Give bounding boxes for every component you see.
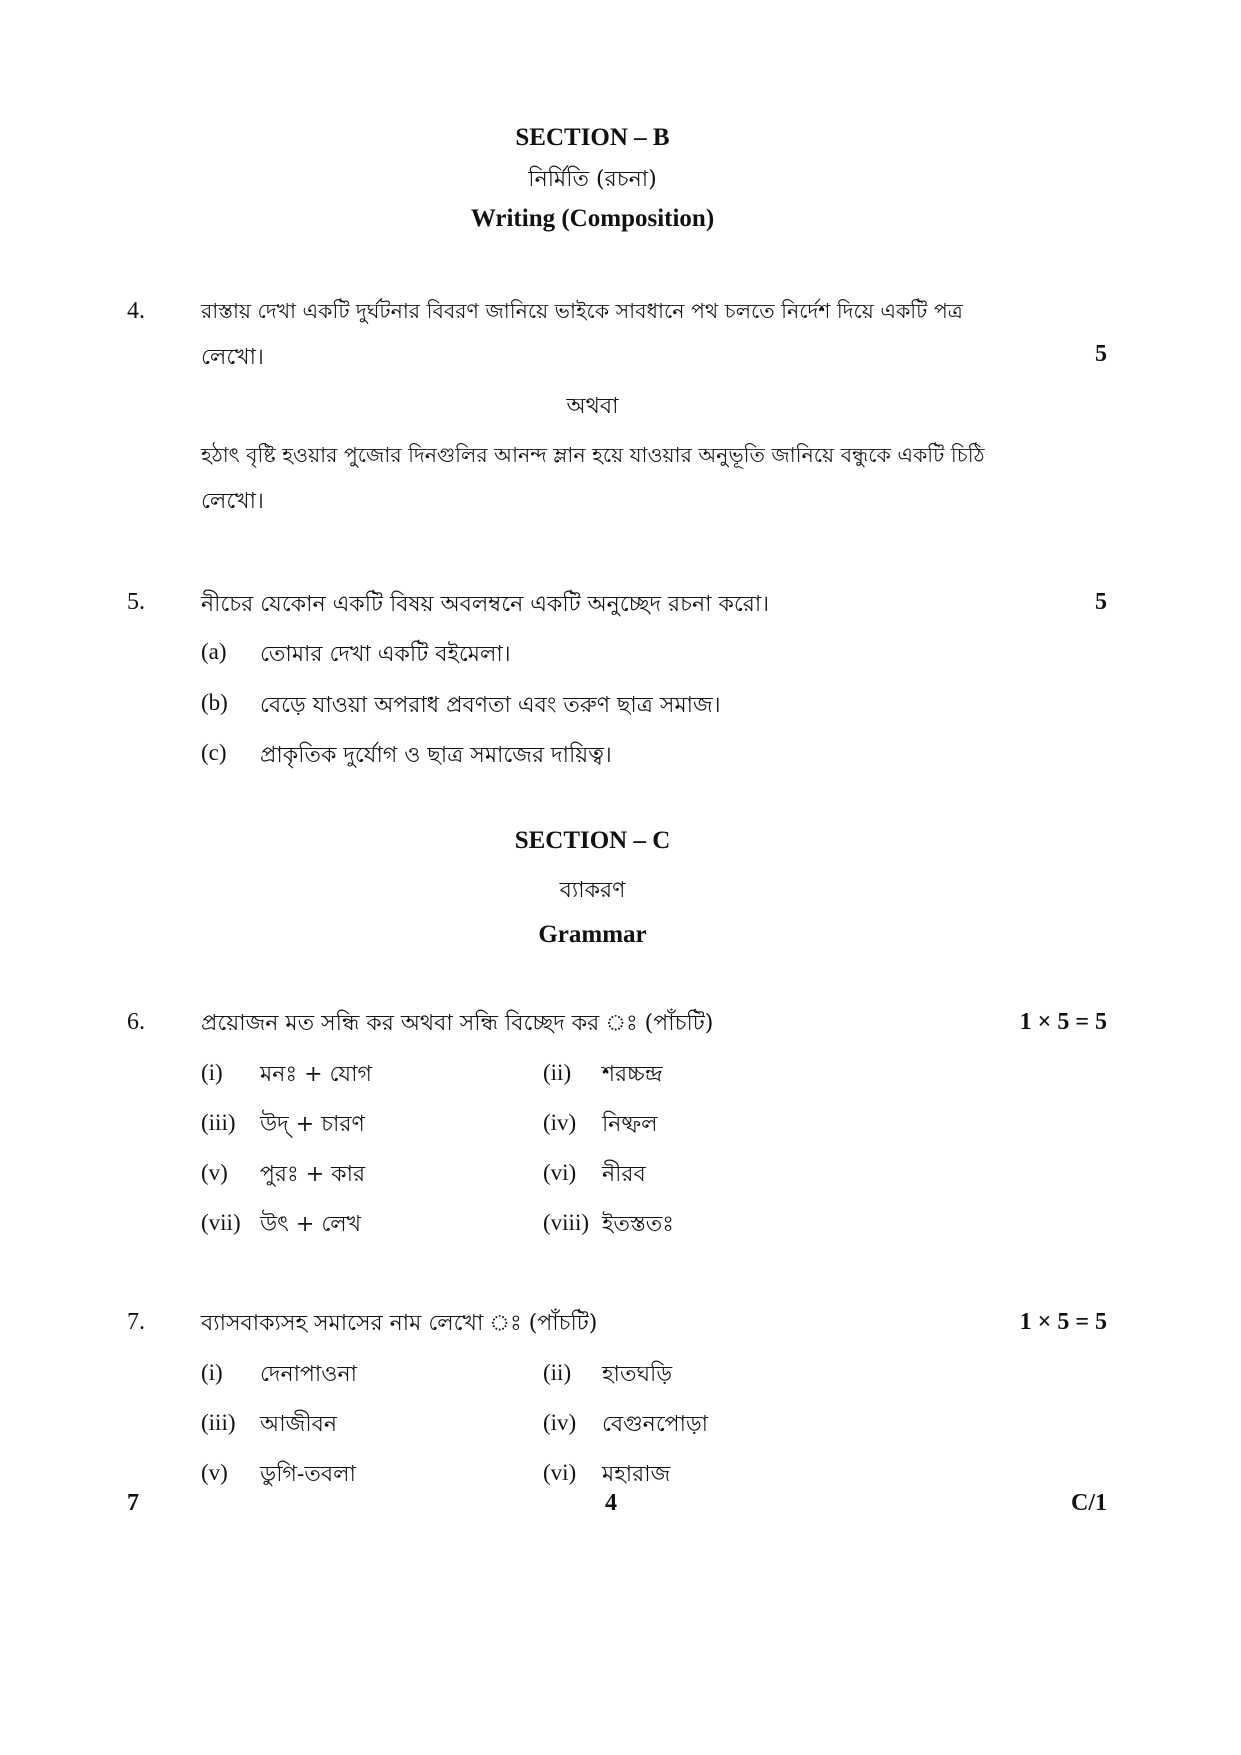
q7-item-text: বেগুনপোড়া	[602, 1412, 709, 1437]
q7-item-label: (iv)	[543, 1410, 577, 1435]
q5-option-label: (c)	[201, 740, 227, 765]
q6-number: 6.	[127, 1009, 145, 1035]
section-c-english-title: Grammar	[538, 921, 647, 948]
q6-item-label: (iii)	[201, 1110, 236, 1135]
q6-item-label: (v)	[201, 1160, 228, 1185]
q7-item-label: (vi)	[543, 1460, 577, 1485]
q7-item-label: (i)	[201, 1360, 223, 1385]
q6-item-text: শরচ্চন্দ্র	[602, 1062, 663, 1087]
q7-item-label: (v)	[201, 1460, 228, 1485]
q5-text: নীচের যেকোন একটি বিষয় অবলম্বনে একটি অনুচ্ছেদ রচনা করো।	[201, 592, 770, 617]
q6-item-label: (ii)	[543, 1060, 572, 1085]
q7-item-text: আজীবন	[260, 1412, 338, 1437]
q7-item-text: হাতঘড়ি	[602, 1362, 673, 1387]
q4-text-line1: রাস্তায় দেখা একটি দুর্ঘটনার বিবরণ জানিয়ে ভাইকে সাবধানে পথ চলতে নির্দেশ দিয়ে একটি পত্র	[201, 299, 963, 323]
q6-item-text: ইতস্ততঃ	[602, 1212, 675, 1237]
section-c-heading: SECTION – C	[514, 827, 671, 854]
q5-option-label: (b)	[201, 690, 228, 715]
q5-option-text: তোমার দেখা একটি বইমেলা।	[260, 642, 511, 667]
q7-item-text: ডুগি-তবলা	[260, 1462, 356, 1487]
q6-item-text: পুরঃ + কার	[260, 1162, 366, 1187]
q6-item-label: (vi)	[543, 1160, 577, 1185]
q6-item-label: (viii)	[543, 1210, 589, 1235]
q4-or: অথবা	[566, 394, 619, 419]
q6-item-text: উৎ + লেখ	[260, 1212, 362, 1237]
q5-option-text: বেড়ে যাওয়া অপরাধ প্রবণতা এবং তরুণ ছাত্র সমাজ।	[260, 693, 721, 718]
section-b-bengali-title: নির্মিতি (রচনা)	[528, 167, 657, 192]
footer-right-code: C/1	[1071, 1490, 1107, 1516]
q7-item-text: দেনাপাওনা	[260, 1362, 358, 1387]
q5-option-text: প্রাকৃতিক দুর্যোগ ও ছাত্র সমাজের দায়িত্ব।	[260, 743, 612, 768]
q6-item-text: উদ্ + চারণ	[260, 1112, 365, 1137]
q7-text: ব্যাসবাক্যসহ সমাসের নাম লেখো ঃ (পাঁচটি)	[201, 1311, 598, 1336]
q7-marks: 1 × 5 = 5	[1019, 1309, 1107, 1335]
q7-item-label: (iii)	[201, 1410, 236, 1435]
q4-text-line2: লেখো।	[201, 345, 264, 370]
q6-item-text: নিষ্ফল	[602, 1112, 658, 1137]
q6-item-text: মনঃ + যোগ	[260, 1062, 372, 1087]
q6-item-label: (i)	[201, 1060, 223, 1085]
q7-number: 7.	[127, 1309, 145, 1335]
q4-marks: 5	[1095, 341, 1107, 367]
q7-item-label: (ii)	[543, 1360, 572, 1385]
q4-number: 4.	[127, 298, 145, 324]
q6-item-text: নীরব	[602, 1162, 646, 1187]
q7-item-text: মহারাজ	[602, 1462, 671, 1487]
q4-alt-line1: হঠাৎ বৃষ্টি হওয়ার পুজোর দিনগুলির আনন্দ ম্লান হয়ে যাওয়ার অনুভূতি জানিয়ে বন্ধুকে একটি চিঠি	[201, 443, 985, 467]
q4-alt-line2: লেখো।	[201, 489, 264, 514]
footer-left-code: 7	[127, 1490, 139, 1516]
q5-marks: 5	[1095, 589, 1107, 615]
q6-text: প্রয়োজন মত সন্ধি কর অথবা সন্ধি বিচ্ছেদ কর ঃ (পাঁচটি)	[201, 1011, 714, 1036]
q6-item-label: (iv)	[543, 1110, 577, 1135]
q5-option-label: (a)	[201, 639, 227, 664]
q6-item-label: (vii)	[201, 1210, 241, 1235]
section-b-heading: SECTION – B	[515, 124, 670, 151]
section-b-english-title: Writing (Composition)	[470, 205, 715, 232]
q6-marks: 1 × 5 = 5	[1019, 1009, 1107, 1035]
page-number: 4	[605, 1490, 617, 1516]
section-c-bengali-title: ব্যাকরণ	[559, 878, 626, 903]
q5-number: 5.	[127, 589, 145, 615]
